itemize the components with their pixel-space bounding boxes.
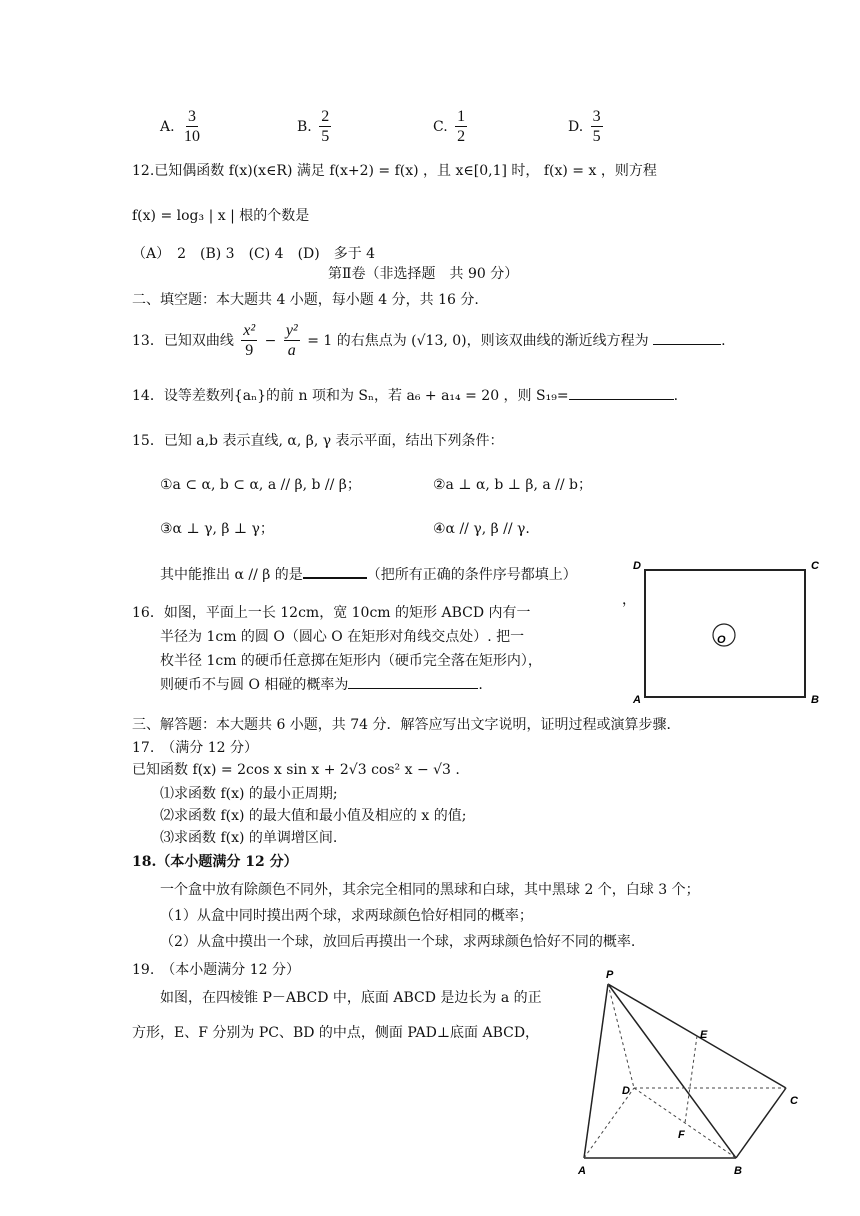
- period: .: [721, 332, 726, 349]
- q17-part1: ⑴求函数 f(x) 的最小正周期;: [160, 786, 338, 802]
- edge-pa: [584, 984, 608, 1158]
- denominator: 2: [457, 127, 466, 145]
- q14-text: 14．设等差数列{aₙ}的前 n 项和为 Sₙ，若 a₆ + a₁₄ = 20 ，则 S₁₉=: [132, 388, 569, 404]
- q19-line1: 如图，在四棱锥 P－ABCD 中，底面 ABCD 是边长为 a 的正: [160, 990, 542, 1006]
- section-solve: 三、解答题：本大题共 6 小题，共 74 分．解答应写出文字说明，证明过程或演算步骤．: [132, 717, 681, 733]
- q11-choice-b: [297, 108, 334, 146]
- edge-bc: [736, 1088, 786, 1158]
- fraction: [241, 322, 257, 360]
- q17-part2: ⑵求函数 f(x) 的最大值和最小值及相应的 x 的值;: [160, 808, 467, 824]
- answer-blank[interactable]: [303, 577, 367, 579]
- q15-ask: 其中能推出 α // β 的是: [160, 567, 303, 583]
- fraction: [182, 108, 202, 146]
- q19-line2: 方形，E、F 分别为 PC、BD 的中点，侧面 PAD⊥底面 ABCD，: [132, 1025, 540, 1041]
- q17-function: 已知函数 f(x) = 2cos x sin x + 2√3 cos² x − √3 .: [132, 762, 460, 778]
- q18-line1: 一个盒中放有除颜色不同外，其余完全相同的黑球和白球，其中黑球 2 个，白球 3 个；: [160, 882, 700, 898]
- label-p: P: [606, 969, 614, 981]
- q16-line3: 枚半径 1cm 的硬币任意掷在矩形内（硬币完全落在矩形内），: [160, 653, 542, 669]
- label-d: D: [622, 1085, 630, 1097]
- section-fill-in: 二、填空题：本大题共 4 小题，每小题 4 分，共 16 分.: [132, 292, 479, 308]
- q12-options: （A） 2 (B) 3 (C) 4 (D) 多于 4: [132, 246, 376, 262]
- fraction: [319, 108, 331, 146]
- fraction: [455, 108, 467, 146]
- label-a: A: [633, 694, 641, 706]
- q17-part3: ⑶求函数 f(x) 的单调增区间.: [160, 830, 338, 846]
- denominator: 5: [592, 127, 601, 145]
- q15-condition-2: ②a ⊥ α, b ⊥ β, a // b；: [433, 477, 592, 493]
- q13-suffix: = 1 的右焦点为 (√13, 0)，则该双曲线的渐近线方程为: [307, 332, 649, 349]
- label-o: O: [717, 634, 726, 646]
- choice-label: B.: [297, 118, 312, 135]
- q16-line1: 16．如图，平面上一长 12cm，宽 10cm 的矩形 ABCD 内有一: [132, 605, 531, 621]
- choice-label: A.: [160, 118, 175, 135]
- q16-ask: 则硬币不与圆 O 相碰的概率为: [160, 677, 349, 693]
- q19-head: 19. （本小题满分 12 分）: [132, 962, 300, 978]
- minus-sign: −: [264, 332, 277, 349]
- numerator: 1: [457, 108, 466, 125]
- denominator: a: [287, 341, 296, 359]
- q14: [132, 388, 678, 405]
- q12-line2: f(x) = log₃ | x | 根的个数是: [132, 208, 310, 224]
- q18-head: 18.（本小题满分 12 分）: [132, 854, 298, 870]
- label-e: E: [700, 1029, 708, 1041]
- choice-label: C.: [433, 118, 448, 135]
- q13-prefix: 13．已知双曲线: [132, 332, 234, 349]
- q18-line2: （1）从盒中同时摸出两个球，求两球颜色恰好相同的概率；: [160, 908, 533, 924]
- numerator: y²: [285, 322, 298, 339]
- fraction: [591, 108, 603, 146]
- q15-intro: 15．已知 a,b 表示直线, α, β, γ 表示平面，结出下列条件：: [132, 433, 504, 449]
- numerator: x²: [243, 322, 256, 339]
- q15-question: [160, 567, 577, 584]
- fraction: [284, 322, 300, 360]
- label-f: F: [678, 1129, 685, 1141]
- period: .: [673, 388, 679, 404]
- q13: [132, 322, 726, 360]
- answer-blank[interactable]: [653, 344, 721, 345]
- answer-blank[interactable]: [569, 399, 674, 400]
- edge-pd: [608, 984, 634, 1088]
- numerator: 3: [188, 108, 197, 125]
- q15-condition-3: ③α ⊥ γ, β ⊥ γ；: [160, 521, 274, 537]
- q18-line3: （2）从盒中摸出一个球，放回后再摸出一个球，求两球颜色恰好不同的概率.: [160, 934, 636, 950]
- q15-condition-1: ①a ⊂ α, b ⊂ α, a // β, b // β；: [160, 477, 361, 493]
- edge-pb: [608, 984, 736, 1158]
- label-b: B: [734, 1165, 742, 1177]
- denominator: 10: [184, 127, 201, 145]
- label-d: D: [633, 560, 641, 572]
- q11-choice-d: [568, 108, 606, 146]
- q12-line1: 12.已知偶函数 f(x)(x∈R) 满足 f(x+2) = f(x) ，且 x∈[0,1] 时， f(x) = x ，则方程: [132, 163, 657, 179]
- segment-ef: [685, 1036, 697, 1123]
- choice-label: D.: [568, 118, 584, 135]
- q11-choice-a: [160, 108, 205, 146]
- rectangle-diagram: [625, 555, 825, 710]
- numerator: 3: [592, 108, 601, 125]
- section2-title: 第Ⅱ卷（非选择题 共 90 分）: [328, 266, 519, 282]
- pyramid-diagram: [570, 962, 810, 1192]
- label-a: A: [578, 1165, 586, 1177]
- q15-ask-suffix: （把所有正确的条件序号都填上）: [366, 567, 577, 583]
- label-c: C: [790, 1095, 798, 1107]
- numerator: 2: [321, 108, 330, 125]
- period: .: [478, 677, 483, 693]
- q11-choice-c: [433, 108, 470, 146]
- stray-comma: ，: [622, 592, 636, 608]
- q16-line2: 半径为 1cm 的圆 O（圆心 O 在矩形对角线交点处）. 把一: [160, 629, 525, 645]
- q17-head: 17. （满分 12 分）: [132, 740, 258, 756]
- answer-blank[interactable]: [348, 688, 478, 689]
- denominator: 9: [245, 341, 254, 359]
- label-b: B: [811, 694, 819, 706]
- q16-line4: [160, 677, 483, 694]
- q15-condition-4: ④α // γ, β // γ.: [433, 521, 530, 537]
- denominator: 5: [321, 127, 330, 145]
- label-c: C: [811, 560, 819, 572]
